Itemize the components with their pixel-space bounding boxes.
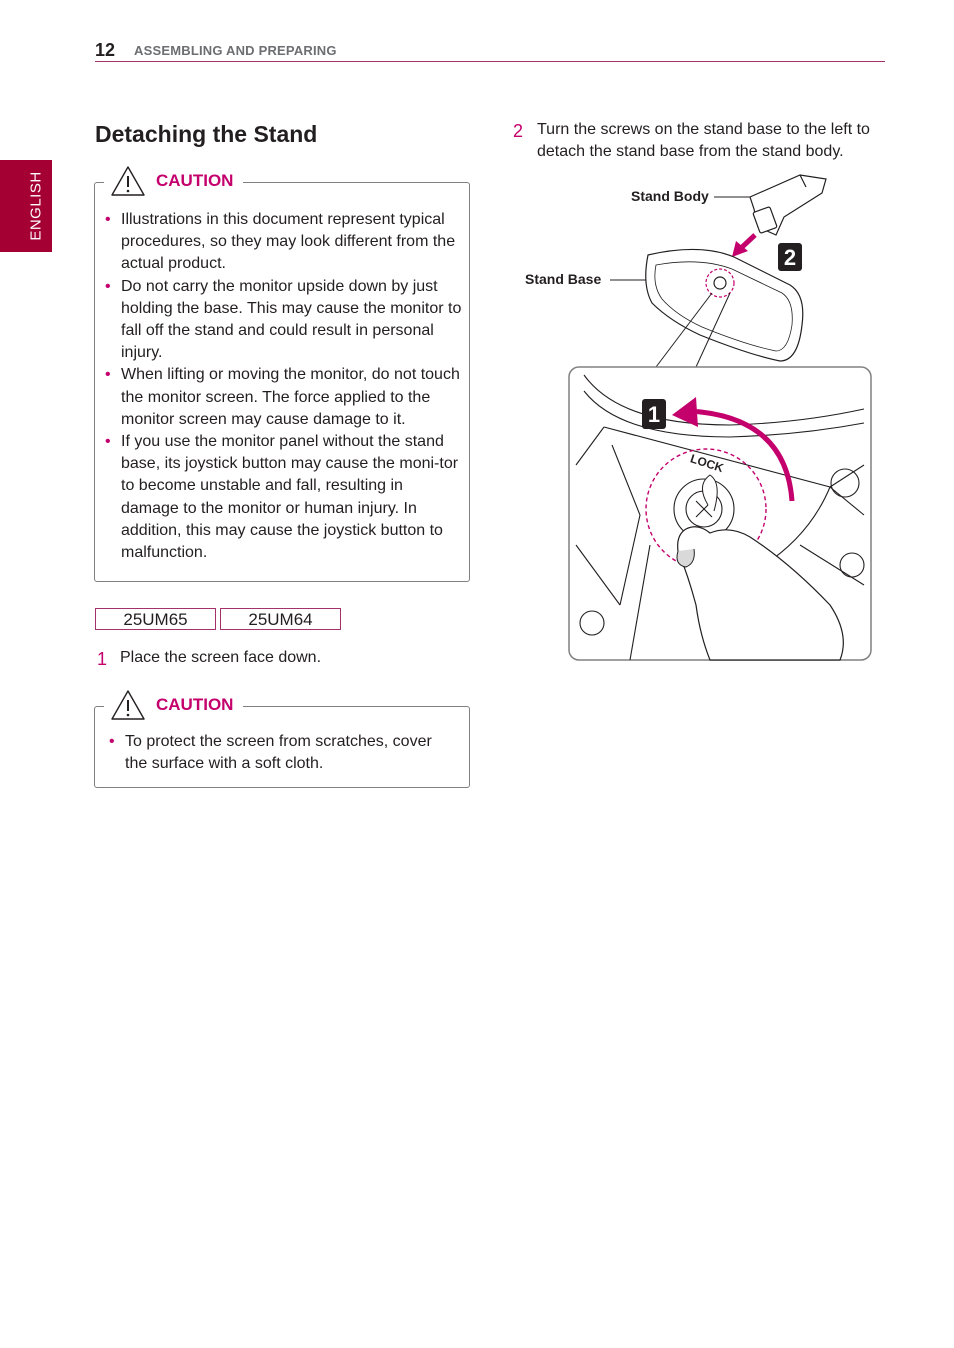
stand-base-label: Stand Base bbox=[525, 271, 602, 287]
caution-item: • If you use the monitor panel without the stand base, its joystick button may cause the moni-tor to become unstable and fall, resulting in damage to the monitor or human injury. In addition, this may cause the joystick button to malfunction. bbox=[105, 431, 463, 564]
model-tag-25um64: 25UM64 bbox=[220, 608, 341, 630]
step-badge-1 bbox=[642, 399, 666, 429]
step-badge-1-text: 1 bbox=[647, 402, 661, 427]
warning-triangle-icon bbox=[110, 165, 146, 197]
model-tag-25um65: 25UM65 bbox=[95, 608, 216, 630]
language-tab-label: ENGLISH bbox=[27, 171, 45, 241]
caution-item: • Illustrations in this document represent typical procedures, so they may look different from the actual product. bbox=[105, 209, 463, 276]
header-rule bbox=[95, 61, 885, 62]
caution-list-2 bbox=[109, 731, 449, 775]
caution-label: CAUTION bbox=[156, 695, 234, 714]
page-title: Detaching the Stand bbox=[95, 121, 318, 147]
caution-heading-2 bbox=[104, 690, 243, 720]
language-tab bbox=[0, 160, 52, 252]
step-badge-2-text: 2 bbox=[783, 245, 797, 270]
step-text: Place the screen face down. bbox=[120, 649, 322, 666]
stand-detach-illustration bbox=[500, 165, 890, 670]
step-badge-2 bbox=[778, 243, 802, 271]
zoom-panel bbox=[569, 367, 871, 660]
caution-item: • When lifting or moving the monitor, do not touch the monitor screen. The force applied to the monitor screen may cause damage to it. bbox=[105, 364, 463, 431]
caution-heading-1 bbox=[104, 166, 243, 196]
lock-text: LOCK bbox=[688, 451, 726, 476]
stand-body-drawing bbox=[750, 175, 826, 235]
caution-list-1 bbox=[105, 209, 463, 564]
step-text: Turn the screws on the stand base to the left to detach the stand base from the stand body. bbox=[537, 121, 870, 161]
section-header: ASSEMBLING AND PREPARING bbox=[134, 43, 337, 58]
step-number: 1 bbox=[97, 649, 108, 669]
caution-item: • Do not carry the monitor upside down by just holding the base. This may cause the monitor to fall off the stand and could result in personal injury. bbox=[105, 276, 463, 365]
caution-label: CAUTION bbox=[156, 171, 234, 190]
caution-item: • To protect the screen from scratches, cover the surface with a soft cloth. bbox=[109, 731, 449, 775]
stand-body-label: Stand Body bbox=[631, 188, 709, 204]
caution-box-1 bbox=[94, 182, 470, 582]
step-number: 2 bbox=[513, 121, 524, 141]
warning-triangle-icon bbox=[110, 689, 146, 721]
page-number: 12 bbox=[95, 40, 116, 60]
